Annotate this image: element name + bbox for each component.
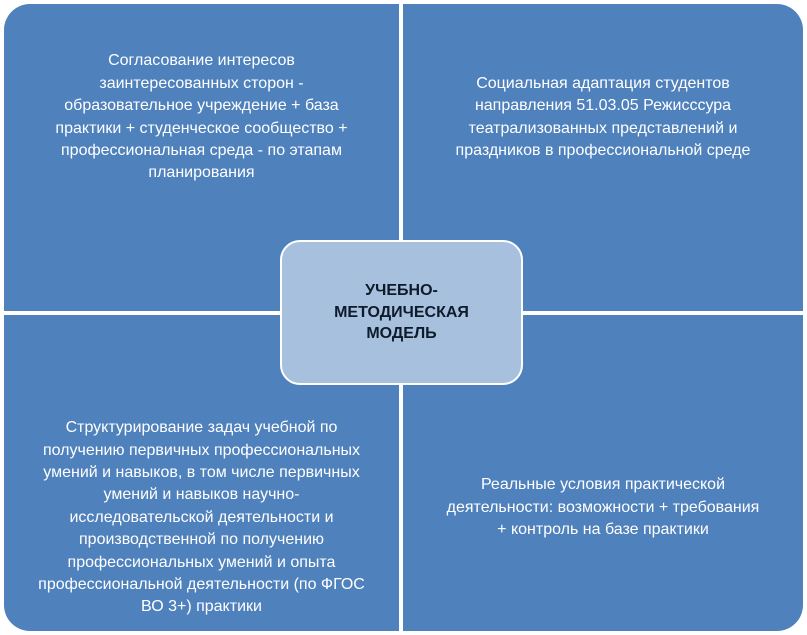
quadrant-bottom-right-text: Реальные условия практической деятельности: возможности + требования + контроль на базе практики <box>446 476 760 539</box>
center-node <box>280 240 523 385</box>
center-node-label: УЧЕБНО- МЕТОДИЧЕСКАЯ МОДЕЛЬ <box>334 282 469 343</box>
quadrant-top-right-text: Социальная адаптация студентов направления 51.03.05 Режисссура театрализованных представлений и праздников в профессиональной среде <box>455 74 751 159</box>
quadrant-top-left-text: Согласование интересов заинтересованных сторон - образовательное учреждение + база практики + студенческое сообщество + профессиональная среда - по этапам планирования <box>55 52 348 182</box>
quadrant-bottom-left-text: Структурирование задач учебной по получению первичных профессиональных умений и навыков, в том числе первичных умений и навыков научно- исследовательской деятельности и производственной по получению профессиональных умений и опыта профессиональной деятельности (по ФГОС ВО 3+) практики <box>38 419 365 616</box>
